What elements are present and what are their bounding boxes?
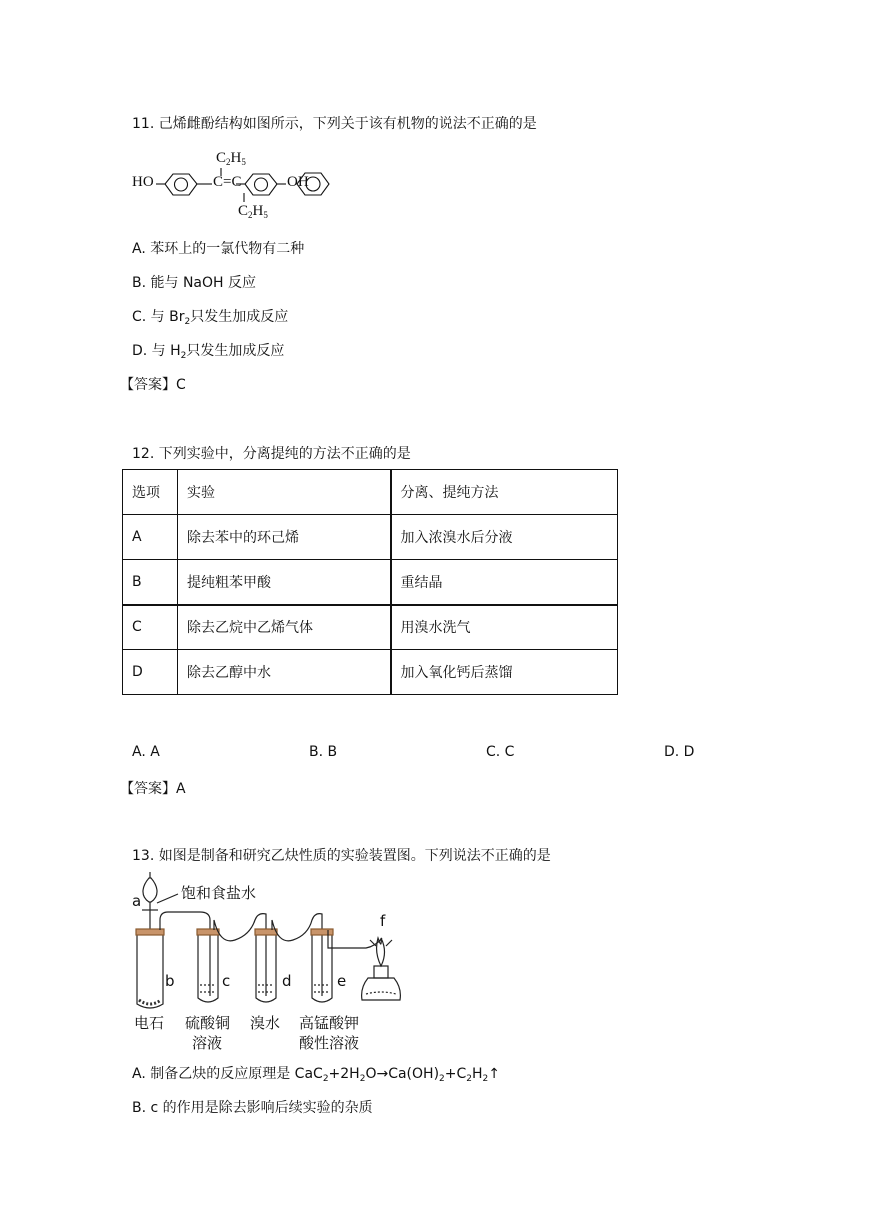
ring-right-inner: [255, 178, 268, 191]
row-a-method: 加入浓溴水后分液: [391, 515, 618, 560]
row-c-option: C: [123, 605, 178, 650]
row-a-experiment: 除去苯中的环己烯: [178, 515, 391, 560]
q13-letter-c: c: [222, 972, 231, 990]
ring-left-inner: [175, 178, 188, 191]
table-row: [123, 650, 618, 695]
q12-answer: 【答案】A: [120, 781, 186, 797]
q13-stem: 13. 如图是制备和研究乙炔性质的实验装置图。下列说法不正确的是: [132, 848, 551, 864]
row-c-method: 用溴水洗气: [391, 605, 618, 650]
q11-oh-label: OH: [287, 174, 309, 190]
q12-choice-b: B. B: [309, 744, 338, 760]
row-b-option: B: [123, 560, 178, 605]
q11-answer: 【答案】C: [120, 377, 186, 393]
q11-option-b: B. 能与 NaOH 反应: [132, 275, 257, 291]
q13-funnel-label: 饱和食盐水: [181, 884, 257, 902]
q11-option-c: C. 与 $Br_2$只发生加成反应: [132, 309, 289, 327]
header-method: 分离、提纯方法: [391, 470, 618, 515]
q12-table: [122, 469, 618, 695]
q12-choice-c: C. C: [486, 744, 515, 760]
q11-option-a: A. 苯环上的一氯代物有二种: [132, 241, 305, 257]
q12-choice-a: A. A: [132, 744, 160, 760]
q13-letter-e: e: [337, 972, 347, 990]
header-option: 选项: [123, 470, 178, 515]
q11-ho-label: HO: [132, 174, 154, 190]
q13-label-copper-sulfate: 硫酸铜: [185, 1014, 231, 1032]
q12-choice-d: D. D: [664, 744, 695, 760]
row-b-method: 重结晶: [391, 560, 618, 605]
table-row: [123, 560, 618, 605]
ring-right: [245, 174, 277, 195]
table-row: [123, 605, 618, 650]
tube-c: [198, 934, 218, 1002]
alcohol-lamp: [362, 978, 401, 1000]
row-d-option: D: [123, 650, 178, 695]
funnel-body: [143, 878, 157, 902]
ring-left: [165, 174, 197, 195]
q11-option-d: D. 与 $H_2$只发生加成反应: [132, 343, 285, 361]
q11-stem: 11. 己烯雌酚结构如图所示，下列关于该有机物的说法不正确的是: [132, 116, 537, 132]
q13-option-b: B. c 的作用是除去影响后续实验的杂质: [132, 1100, 373, 1116]
flame: [377, 938, 385, 966]
tube-e: [312, 934, 332, 1002]
table-header-row: [123, 470, 618, 515]
q13-option-a: A. 制备乙炔的反应原理是 $CaC_2+2H_2O\to Ca(OH)_2+C_2H_2↑$: [132, 1066, 501, 1084]
q13-label-bromine-water: 溴水: [250, 1014, 281, 1032]
row-b-experiment: 提纯粗苯甲酸: [178, 560, 391, 605]
q13-letter-b: b: [165, 972, 175, 990]
q13-letter-d: d: [282, 972, 292, 990]
q13-label-acidic-solution: 酸性溶液: [299, 1034, 360, 1052]
q13-label-kmno4: 高锰酸钾: [299, 1014, 360, 1032]
q11-c-left: C=C: [213, 174, 242, 190]
tube-b: [137, 934, 163, 1008]
q13-letter-a: a: [132, 892, 142, 910]
header-experiment: 实验: [178, 470, 391, 515]
q11-structure-bonds: [0, 0, 869, 230]
tube-d: [256, 934, 276, 1002]
table-row: [123, 515, 618, 560]
q13-label-calcium-carbide: 电石: [134, 1014, 165, 1032]
q13-letter-f: f: [380, 912, 386, 930]
row-c-experiment: 除去乙烷中乙烯气体: [178, 605, 391, 650]
q12-stem: 12. 下列实验中，分离提纯的方法不正确的是: [132, 446, 411, 462]
row-d-experiment: 除去乙醇中水: [178, 650, 391, 695]
row-d-method: 加入氧化钙后蒸馏: [391, 650, 618, 695]
q11-ethyl-bottom: $C_2H_5$: [238, 203, 268, 220]
row-a-option: A: [123, 515, 178, 560]
q13-label-solution: 溶液: [192, 1034, 223, 1052]
q11-ethyl-top: $C_2H_5$: [216, 150, 246, 167]
